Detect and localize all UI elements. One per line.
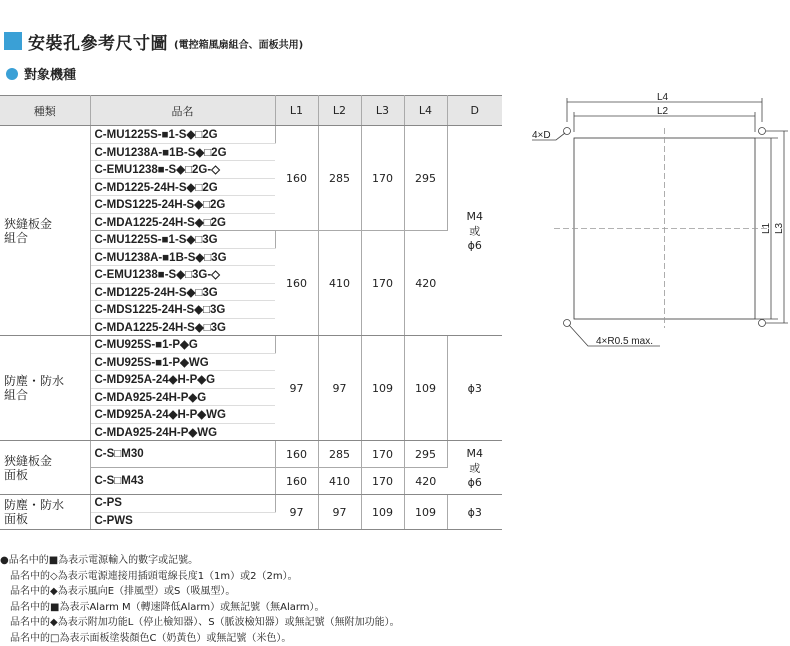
l4-cell: 295 — [404, 441, 447, 468]
model-name: C-MD1225-24H-S◆□2G — [90, 178, 275, 196]
l1-cell: 160 — [275, 126, 318, 231]
model-name: C-MU925S-■1-P◆WG — [90, 353, 275, 371]
l2-cell: 97 — [318, 495, 361, 530]
category-line: 防塵・防水 — [4, 498, 90, 512]
model-name: C-EMU1238■-S◆□3G-◇ — [90, 266, 275, 284]
l3-cell: 170 — [361, 231, 404, 336]
category-cell — [0, 126, 90, 336]
col-header: 品名 — [90, 96, 275, 126]
hole-label: 4×D — [532, 130, 551, 141]
model-name: C-MU925S-■1-P◆G — [90, 336, 275, 354]
model-name: C-PS — [90, 495, 275, 513]
l2-label: L2 — [657, 106, 669, 117]
model-name: C-MU1225S-■1-S◆□2G — [90, 126, 275, 144]
l2-cell: 410 — [318, 231, 361, 336]
category-cell — [0, 441, 90, 495]
l1-cell: 160 — [275, 468, 318, 495]
page-title-block — [4, 30, 303, 52]
title-square-icon — [4, 32, 22, 50]
d-cell — [447, 126, 502, 336]
notes-block — [0, 553, 400, 646]
corner-radius-label: 4×R0.5 max. — [596, 336, 653, 347]
category-cell — [0, 336, 90, 441]
model-name: C-MDS1225-24H-S◆□2G — [90, 196, 275, 214]
l2-cell: 285 — [318, 441, 361, 468]
model-name: C-MDA1225-24H-S◆□2G — [90, 213, 275, 231]
model-name: C-MDA925-24H-P◆G — [90, 388, 275, 406]
l3-cell: 109 — [361, 336, 404, 441]
note-line: 品名中的◇為表示電源連接用插頭電線長度1（1m）或2（2m）。 — [0, 569, 400, 585]
l4-cell: 109 — [404, 336, 447, 441]
d-line: ϕ6 — [448, 239, 503, 252]
section-title: 對象機種 — [24, 64, 76, 83]
col-header: L2 — [318, 96, 361, 126]
category-cell — [0, 495, 90, 530]
model-name: C-MU1238A-■1B-S◆□2G — [90, 143, 275, 161]
note-line: ●品名中的■為表示電源輸入的數字或記號。 — [0, 553, 400, 569]
mounting-hole-diagram — [522, 88, 790, 350]
l3-cell: 170 — [361, 441, 404, 468]
d-line: 或 — [448, 223, 503, 239]
model-name: C-PWS — [90, 512, 275, 530]
category-line: 狹縫板金 — [4, 454, 90, 468]
l2-cell: 410 — [318, 468, 361, 495]
category-line: 組合 — [4, 388, 90, 402]
col-header: 種類 — [0, 96, 90, 126]
table-row — [0, 441, 502, 468]
category-line: 防塵・防水 — [4, 374, 90, 388]
page-subtitle: (電控箱風扇組合、面板共用) — [174, 36, 303, 51]
model-name: C-MDA925-24H-P◆WG — [90, 423, 275, 441]
model-name: C-S□M30 — [90, 441, 275, 468]
d-cell — [447, 441, 502, 495]
d-line: M4 — [448, 210, 503, 223]
model-name: C-MD1225-24H-S◆□3G — [90, 283, 275, 301]
model-name: C-MDS1225-24H-S◆□3G — [90, 301, 275, 319]
category-line: 狹縫板金 — [4, 217, 90, 231]
note-line: 品名中的◆為表示附加功能L（停止檢知器）、S（脈波檢知器）或無記號（無附加功能）。 — [0, 615, 400, 631]
l3-cell: 109 — [361, 495, 404, 530]
note-line: 品名中的◆為表示風向E（排風型）或S（吸風型）。 — [0, 584, 400, 600]
table-header-row — [0, 96, 502, 126]
mount-hole-icon — [759, 320, 766, 327]
model-name: C-MU1225S-■1-S◆□3G — [90, 231, 275, 249]
d-cell: ϕ3 — [447, 336, 502, 441]
l3-cell: 170 — [361, 468, 404, 495]
spec-table — [0, 95, 502, 530]
l1-cell: 97 — [275, 495, 318, 530]
model-name: C-MU1238A-■1B-S◆□3G — [90, 248, 275, 266]
col-header: L3 — [361, 96, 404, 126]
note-line: 品名中的■為表示Alarm M（轉速降低Alarm）或無記號（無Alarm）。 — [0, 600, 400, 616]
l3-cell: 170 — [361, 126, 404, 231]
l4-cell: 109 — [404, 495, 447, 530]
l3-label: L3 — [774, 222, 785, 234]
l1-cell: 97 — [275, 336, 318, 441]
l4-cell: 420 — [404, 231, 447, 336]
d-cell: ϕ3 — [447, 495, 502, 530]
l1-cell: 160 — [275, 441, 318, 468]
page-title: 安裝孔參考尺寸圖 — [28, 29, 168, 54]
table-row — [0, 126, 502, 144]
category-line: 組合 — [4, 231, 90, 245]
l4-cell: 420 — [404, 468, 447, 495]
table-row — [0, 495, 502, 513]
table-row — [0, 336, 502, 354]
bullet-dot-icon — [6, 68, 18, 80]
col-header: L1 — [275, 96, 318, 126]
l1-label: L1 — [761, 222, 772, 234]
note-line: 品名中的□為表示面板塗裝顏色C（奶黃色）或無記號（米色）。 — [0, 631, 400, 646]
l4-label: L4 — [657, 92, 669, 103]
d-line: ϕ6 — [448, 476, 503, 489]
model-name: C-MDA1225-24H-S◆□3G — [90, 318, 275, 336]
col-header: L4 — [404, 96, 447, 126]
l2-cell: 285 — [318, 126, 361, 231]
model-name: C-EMU1238■-S◆□2G-◇ — [90, 161, 275, 179]
model-name: C-S□M43 — [90, 468, 275, 495]
d-line: M4 — [448, 447, 503, 460]
l1-cell: 160 — [275, 231, 318, 336]
l4-cell: 295 — [404, 126, 447, 231]
mount-hole-icon — [759, 128, 766, 135]
l2-cell: 97 — [318, 336, 361, 441]
model-name: C-MD925A-24◆H-P◆WG — [90, 406, 275, 424]
section-heading — [6, 64, 76, 83]
model-name: C-MD925A-24◆H-P◆G — [90, 371, 275, 389]
d-line: 或 — [448, 460, 503, 476]
category-line: 面板 — [4, 512, 90, 526]
category-line: 面板 — [4, 468, 90, 482]
col-header: D — [447, 96, 502, 126]
